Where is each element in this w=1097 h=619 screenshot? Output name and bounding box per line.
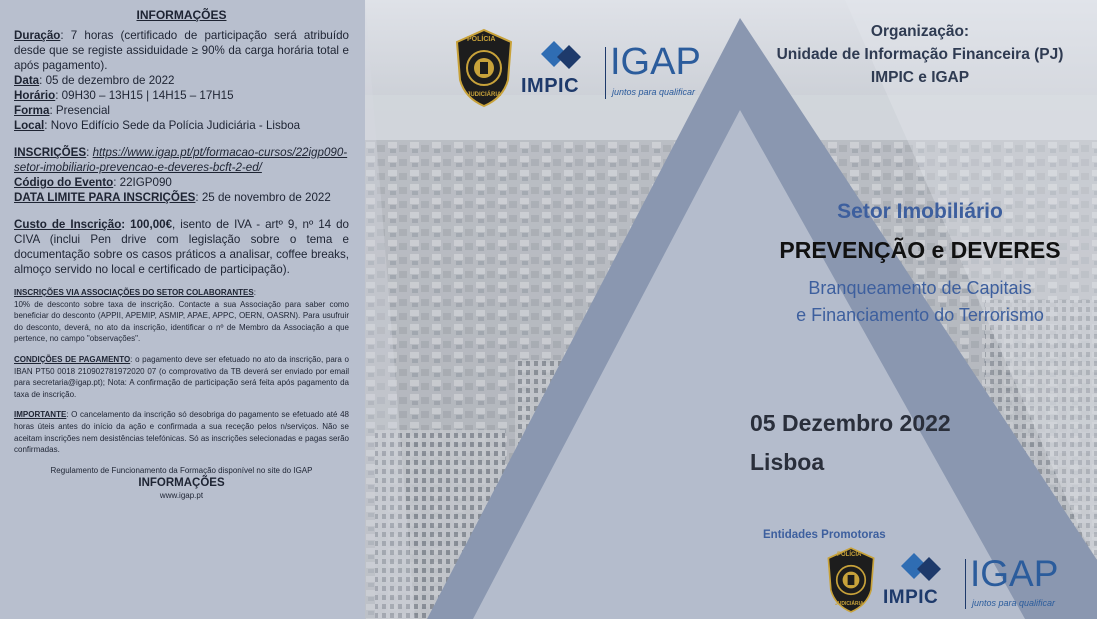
pj-text-top: POLÍCIA bbox=[467, 36, 496, 43]
schedule-line bbox=[14, 88, 349, 103]
org-line1: Unidade de Informação Financeira (PJ) bbox=[776, 46, 1064, 63]
event-city: Lisboa bbox=[750, 449, 825, 475]
location-text: : Novo Edifício Sede da Polícia Judiciária - Lisboa bbox=[44, 119, 301, 132]
igap-small-text: IGAP bbox=[970, 553, 1059, 594]
cost-value: : 100,00€ bbox=[121, 218, 173, 231]
subtitle-line2: e Financiamento do Terrorismo bbox=[796, 305, 1044, 325]
format-line bbox=[14, 103, 349, 118]
date-label: Data bbox=[14, 74, 40, 87]
important-label: IMPORTANTE bbox=[14, 410, 67, 420]
organization-block bbox=[745, 20, 1095, 89]
cover-area bbox=[365, 0, 1097, 619]
footer-url[interactable]: www.igap.pt bbox=[159, 490, 204, 500]
deadline-line bbox=[14, 190, 349, 205]
org-line2: IMPIC e IGAP bbox=[870, 69, 970, 86]
igap-logo bbox=[610, 33, 710, 103]
igap-tagline: juntos para qualificar bbox=[612, 87, 696, 97]
impic-logo-small bbox=[883, 547, 961, 613]
event-date: 05 Dezembro 2022 bbox=[750, 410, 951, 436]
igap-logo-small bbox=[970, 547, 1070, 613]
title-main: PREVENÇÃO e DEVERES bbox=[779, 237, 1061, 263]
impic-small-diamonds-icon bbox=[897, 553, 947, 587]
location-label: Local bbox=[14, 119, 45, 132]
impic-logo bbox=[521, 33, 601, 103]
regulation-note: Regulamento de Funcionamento da Formação disponível no site do IGAP bbox=[50, 465, 313, 475]
cost-text: , isento de IVA - artº 9, nº 14 do CIVA (inclui Pen drive com legislação sobre o tema e documentação sobre os casos práticos a analisar, coffee breaks, almoço servido no local e certificado de participação). bbox=[14, 218, 349, 276]
event-code-line bbox=[14, 175, 349, 190]
payment-block bbox=[14, 354, 349, 400]
impic-diamonds-icon bbox=[537, 41, 587, 75]
duration-line bbox=[14, 28, 349, 73]
cost-line bbox=[14, 217, 349, 277]
format-label: Forma bbox=[14, 104, 50, 117]
impic-text: IMPIC bbox=[521, 75, 580, 97]
igap-small-tagline: juntos para qualificar bbox=[972, 598, 1056, 608]
registration-link[interactable]: https://www.igap.pt/pt/formacao-cursos/22igp090-setor-imobiliario-prevencao-e-deveres-bcft-2-ed/ bbox=[14, 146, 348, 174]
registration-line: INSCRIÇÕES: https://www.igap.pt/pt/formacao-cursos/22igp090-setor-imobiliario-prevencao-e-deveres-bcft-2-ed/ bbox=[14, 146, 348, 174]
promoters-label: Entidades Promotoras bbox=[763, 529, 886, 541]
schedule-label: Horário bbox=[14, 89, 56, 102]
impic-small-text: IMPIC bbox=[883, 587, 939, 608]
registration-label: INSCRIÇÕES bbox=[14, 146, 87, 159]
date-text: : 05 de dezembro de 2022 bbox=[39, 74, 175, 87]
format-text: : Presencial bbox=[49, 104, 111, 117]
pj-emblem-icon bbox=[453, 28, 515, 108]
info-header: INFORMAÇÕES bbox=[136, 8, 227, 22]
important-text: : O cancelamento da inscrição só desobriga do pagamento se efetuado até 48 horas úteis antes do início da ação e confirmada a sua receção pelos n/serviços. Não se aceitam inscrições nem desistências telefónicas. Só as inscrições selecionadas e pagas serão confirmadas. bbox=[14, 410, 349, 455]
cost-label: Custo de Inscrição bbox=[14, 218, 122, 231]
title-sector: Setor Imobiliário bbox=[837, 200, 1003, 223]
info-panel bbox=[0, 0, 365, 619]
deadline-text: : 25 de novembro de 2022 bbox=[195, 191, 331, 204]
event-code-label: Código do Evento bbox=[14, 176, 114, 189]
payment-text: : o pagamento deve ser efetuado no ato da inscrição, para o IBAN PT50 0018 210902781972020 07 (o comprovativo da TB deverá ser enviado por email para secretaria@igap.pt); Nota: A confirmação de participação será feita após pagamento da taxa de inscrição. bbox=[14, 354, 349, 399]
pj-emblem-small-icon bbox=[825, 546, 877, 614]
schedule-text: : 09H30 – 13H15 | 14H15 – 17H15 bbox=[55, 89, 234, 102]
location-line bbox=[14, 118, 349, 133]
igap-text: IGAP bbox=[610, 41, 701, 83]
pj-small-text-top: POLÍCIA bbox=[837, 552, 862, 558]
association-label: INSCRIÇÕES VIA ASSOCIAÇÕES DO SETOR COLABORANTES bbox=[14, 288, 254, 297]
top-logo-bar bbox=[453, 28, 710, 108]
date-line bbox=[14, 73, 349, 88]
association-block: INSCRIÇÕES VIA ASSOCIAÇÕES DO SETOR COLABORANTES: 10% de desconto sobre taxa de inscrição. Contacte a sua Associação para saber como beneficiar do desconto (APPII, APEMIP, ASMIP, APAE, APPC, OERN, OASRN). Para usufruir do desconto, deverá, no ato da inscrição, identificar o nº de Membro da Associação a que pertence, no campo "observações". bbox=[14, 288, 349, 344]
duration-label: Duração bbox=[14, 29, 61, 42]
association-text: 10% de desconto sobre taxa de inscrição. Contacte a sua Associação para saber como beneficiar do desconto (APPII, APEMIP, ASMIP, APAE, APPC, OERN, OASRN). Para usufruir do desconto, deverá, no ato da inscrição, identificar o nº de Membro da Associação a que pertence, no campo "observações". bbox=[14, 299, 349, 344]
bottom-logo-bar bbox=[825, 546, 1070, 614]
important-block bbox=[14, 409, 349, 455]
pj-small-text-bottom: JUDICIÁRIA bbox=[835, 601, 864, 607]
footer-header: INFORMAÇÕES bbox=[138, 476, 225, 489]
duration-text: : 7 horas (certificado de participação será atribuído desde que se registe assiduidade ≥ 90% da carga horária total e após pagamento). bbox=[14, 29, 349, 72]
deadline-label: DATA LIMITE PARA INSCRIÇÕES bbox=[14, 191, 196, 204]
subtitle-line1: Branqueamento de Capitais bbox=[808, 278, 1032, 298]
payment-label: CONDIÇÕES DE PAGAMENTO bbox=[14, 354, 131, 364]
subtitle bbox=[745, 275, 1095, 329]
event-code-text: : 22IGP090 bbox=[113, 176, 172, 189]
pj-text-bottom: JUDICIÁRIA bbox=[467, 92, 502, 98]
org-label: Organização: bbox=[870, 23, 970, 40]
